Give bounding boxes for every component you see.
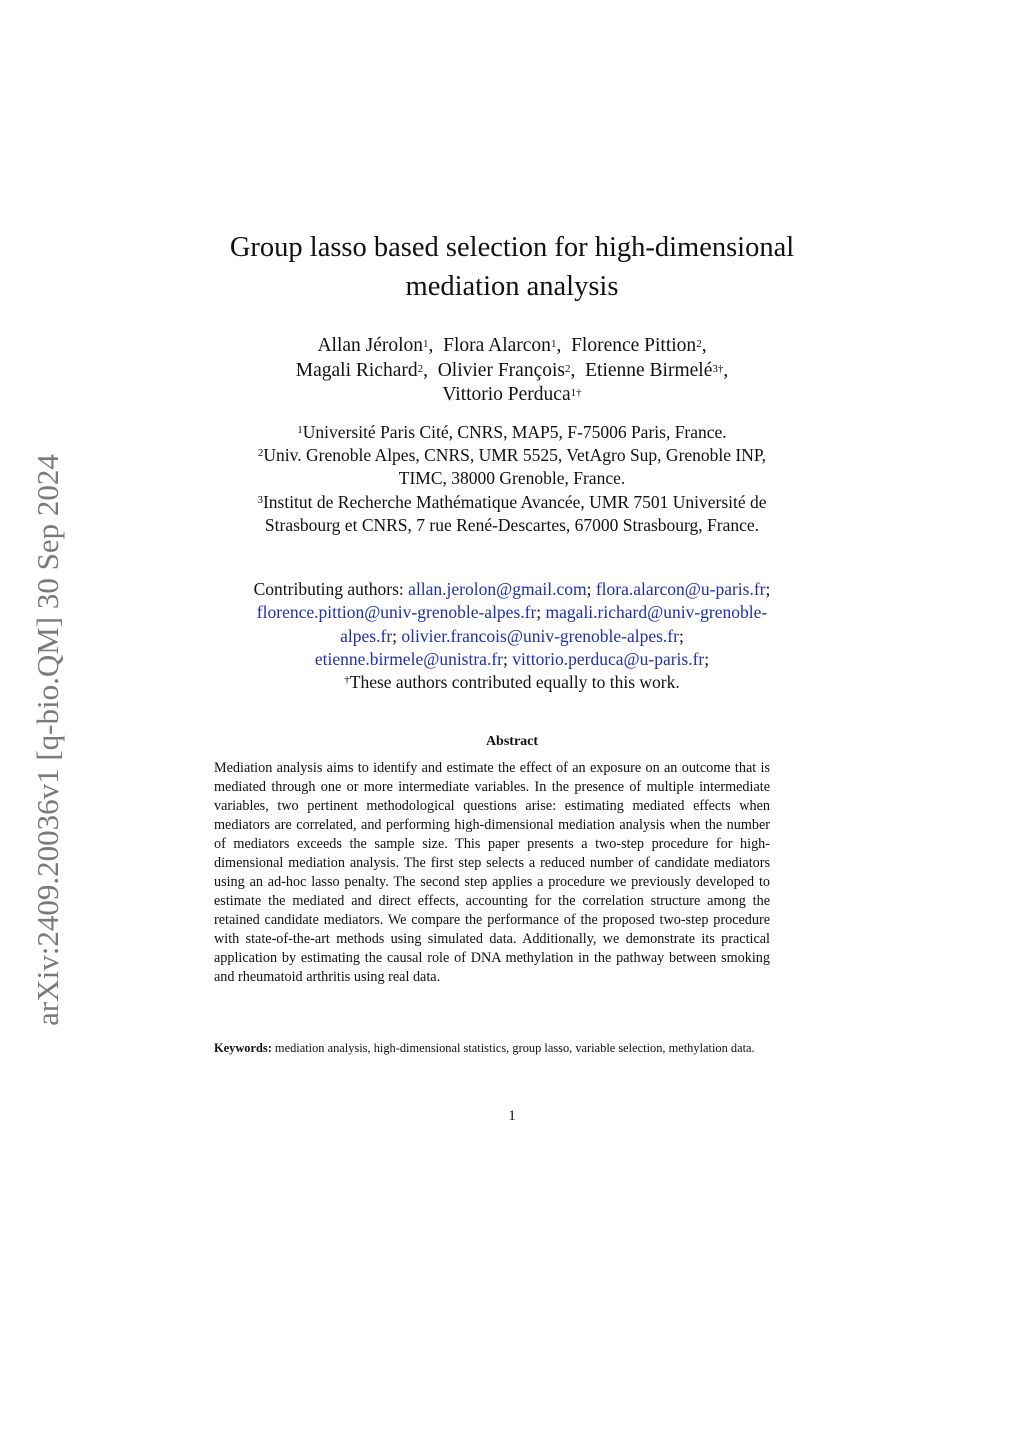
author-mark: 1: [550, 338, 557, 350]
author-name: Olivier François: [437, 359, 565, 381]
contrib-line-1: Contributing authors: allan.jerolon@gmail.com; flora.alarcon@u-paris.fr;: [253, 579, 771, 599]
affiliation-2: $^2$Univ. Grenoble Alpes, CNRS, UMR 5525, VetAgro Sup, Grenoble INP,: [257, 445, 767, 466]
contrib-prefix: Contributing authors:: [253, 579, 409, 599]
email-link-francois[interactable]: olivier.francois@univ-grenoble-alpes.fr: [401, 625, 679, 646]
email-link-birmele[interactable]: etienne.birmele@unistra.fr: [314, 648, 503, 669]
email-link-richard-cont[interactable]: alpes.fr: [340, 625, 393, 646]
keywords-label: Keywords:: [214, 1041, 272, 1055]
affiliation-mark: 1: [297, 424, 303, 436]
affiliations: [0, 421, 1024, 537]
affiliation-mark: 2: [257, 447, 264, 460]
page-number: 1: [508, 1108, 516, 1124]
contrib-line-4: etienne.birmele@unistra.fr; vittorio.perduca@u-paris.fr;: [314, 648, 710, 669]
keywords: [214, 1040, 770, 1056]
email-link-alarcon[interactable]: flora.alarcon@u-paris.fr: [595, 579, 766, 599]
contributing-authors: [0, 578, 1024, 694]
equal-contribution-note: †These authors contributed equally to this work.: [344, 672, 680, 693]
email-link-perduca[interactable]: vittorio.perduca@u-paris.fr: [512, 648, 705, 669]
arxiv-identifier: arXiv:2409.20036v1 [q-bio.QM] 30 Sep 2024: [30, 454, 65, 1026]
author-mark: 1: [423, 338, 429, 350]
paper-title: [0, 228, 1024, 306]
author-name: Florence Pittion: [571, 335, 697, 356]
title-line-2: mediation analysis: [405, 271, 619, 302]
affiliation-2-cont: TIMC, 38000 Grenoble, France.: [398, 468, 626, 489]
author-mark: 2: [696, 338, 702, 350]
author-name: Etienne Birmelé: [585, 359, 713, 381]
affiliation-3-cont: Strasbourg et CNRS, 7 rue René-Descartes, 67000 Strasbourg, France.: [264, 514, 760, 535]
author-mark: 1†: [570, 387, 582, 399]
email-link-pittion[interactable]: florence.pittion@univ-grenoble-alpes.fr: [256, 602, 537, 623]
title-line-1: Group lasso based selection for high-dimensional: [229, 232, 795, 263]
abstract-text: Mediation analysis aims to identify and estimate the effect of an exposure on an outcome that is mediated through one or more intermediate variables. In the presence of multiple intermediate variables, two pertinent methodological questions arise: estimating mediated effects when mediators are correlated, and performing high-dimensional mediation analysis when the number of mediators exceeds the sample size. This paper presents a two-step procedure for high-dimensional mediation analysis. The first step selects a reduced number of candidate mediators using an ad-hoc lasso penalty. The second step applies a procedure we previously developed to estimate the mediated and direct effects, accounting for the correlation structure among the retained candidate mediators. We compare the performance of the proposed two-step procedure with state-of-the-art methods using simulated data. Additionally, we demonstrate its practical application by estimating the causal role of DNA methylation in the pathway between smoking and rheumatoid arthritis using real data.: [214, 760, 770, 985]
author-mark: 2: [564, 362, 571, 375]
author-line-3: [0, 383, 1024, 408]
contrib-line-3: alpes.fr; olivier.francois@univ-grenoble-alpes.fr;: [340, 625, 684, 646]
affiliation-3: $^3$Institut de Recherche Mathématique Avancée, UMR 7501 Université de: [257, 491, 767, 512]
author-name: Magali Richard: [295, 359, 418, 381]
author-line-1: Allan Jérolon$^1$, Flora Alarcon$^1$, Florence Pittion$^2$,: [317, 335, 707, 356]
dagger-mark: †: [344, 674, 350, 687]
affiliation-mark: 3: [257, 493, 263, 506]
affiliation-1: $^1$Université Paris Cité, CNRS, MAP5, F-75006 Paris, France.: [297, 422, 727, 442]
author-name: Allan Jérolon: [317, 335, 424, 356]
author-name: Flora Alarcon: [443, 335, 551, 356]
keywords-text: mediation analysis, high-dimensional statistics, group lasso, variable selection, methylation data.: [271, 1041, 755, 1055]
contrib-line-2: florence.pittion@univ-grenoble-alpes.fr; magali.richard@univ-grenoble-: [256, 602, 768, 623]
author-mark: 2: [417, 362, 424, 375]
email-link-richard[interactable]: magali.richard@univ-grenoble-: [545, 602, 768, 623]
author-line-2: Magali Richard$^2$, Olivier François$^2$, Etienne Birmelé$^{3\dagger}$,: [295, 359, 729, 381]
abstract-heading: Abstract: [485, 734, 539, 749]
author-mark: 3†: [712, 362, 724, 375]
email-link-jerolon[interactable]: allan.jerolon@gmail.com: [408, 579, 587, 599]
author-name: Vittorio Perduca: [442, 384, 571, 405]
author-list: [0, 334, 1024, 408]
